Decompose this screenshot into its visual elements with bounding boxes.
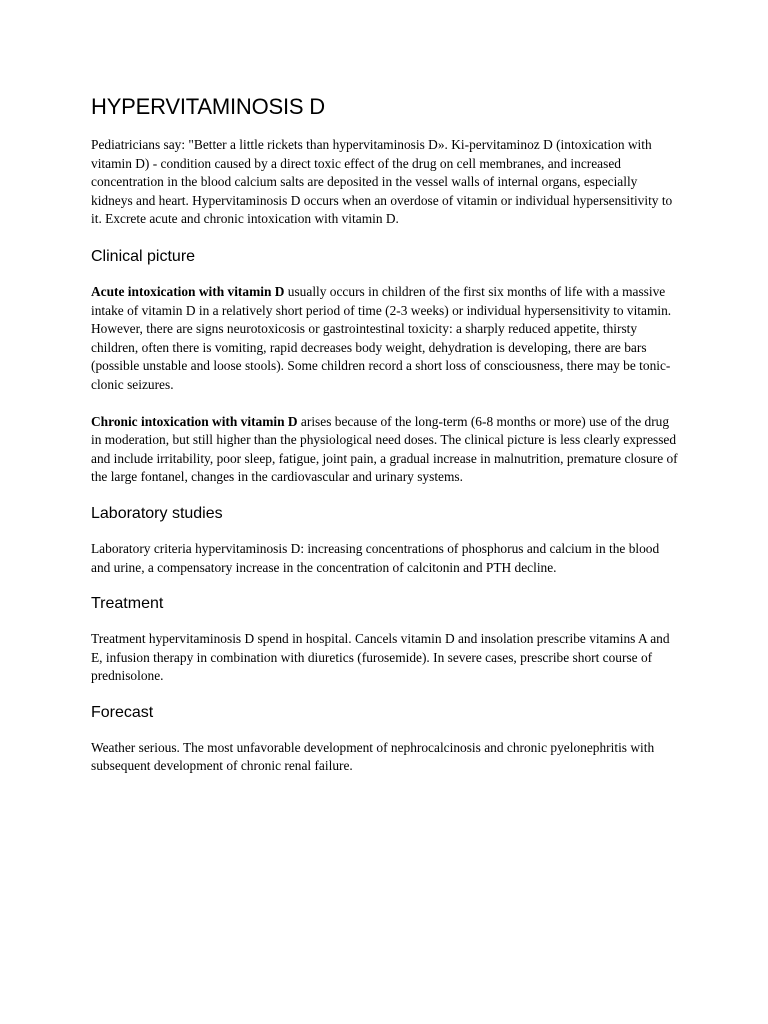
laboratory-paragraph: Laboratory criteria hypervitaminosis D: increasing concentrations of phosphorus and calcium in the blood and urine, a compensatory increase in the concentration of calcitonin and PTH decline. <box>91 540 660 575</box>
section-heading-clinical-picture: Clinical picture <box>91 247 196 265</box>
document-page <box>91 93 681 794</box>
chronic-intoxication-lead: Chronic intoxication with vitamin D <box>91 413 298 429</box>
acute-intoxication-text: usually occurs in children of the first six months of life with a massive intake of vitamin D in a relatively short period of time (2-3 weeks) or individual hypersensitivity to vitamin. However, there are signs neurotoxicosis or gastrointestinal toxicity: a sharply reduced appetite, thirsty children, often there is vomiting, rapid decreases body weight, dehydration is developing, there are bars (possible unstable and loose stools). Some children record a short loss of consciousness, there may be tonic-clonic seizures. <box>91 283 672 392</box>
treatment-paragraph: Treatment hypervitaminosis D spend in hospital. Cancels vitamin D and insolation prescribe vitamins A and E, infusion therapy in combination with diuretics (furosemide). In severe cases, prescribe short course of prednisolone. <box>91 631 670 684</box>
intro-paragraph: Pediatricians say: "Better a little rickets than hypervitaminosis D». Ki-pervitaminoz D (intoxication with vitamin D) - condition caused by a direct toxic effect of the drug on cell membranes, and increased concentration in the blood calcium salts are deposited in the vessel walls of internal organs, especially kidneys and heart. Hypervitaminosis D occurs when an overdose of vitamin or individual hypersensitivity to it. Excrete acute and chronic intoxication with vitamin D. <box>91 137 673 227</box>
document-title: HYPERVITAMINOSIS D <box>91 94 325 119</box>
section-heading-forecast: Forecast <box>91 703 154 721</box>
acute-intoxication-paragraph <box>91 283 681 395</box>
chronic-intoxication-text: arises because of the long-term (6-8 months or more) use of the drug in moderation, but still higher than the physiological need doses. The clinical picture is less clearly expressed and include irritability, poor sleep, fatigue, joint pain, a gradual increase in malnutrition, premature closure of the large fontanel, changes in the cardiovascular and urinary systems. <box>91 413 678 485</box>
chronic-intoxication-paragraph <box>91 413 681 487</box>
forecast-paragraph: Weather serious. The most unfavorable development of nephrocalcinosis and chronic pyelonephritis with subsequent development of chronic renal failure. <box>91 739 655 774</box>
acute-intoxication-lead: Acute intoxication with vitamin D <box>91 283 285 299</box>
section-heading-laboratory-studies: Laboratory studies <box>91 504 223 522</box>
section-heading-treatment: Treatment <box>91 595 164 613</box>
